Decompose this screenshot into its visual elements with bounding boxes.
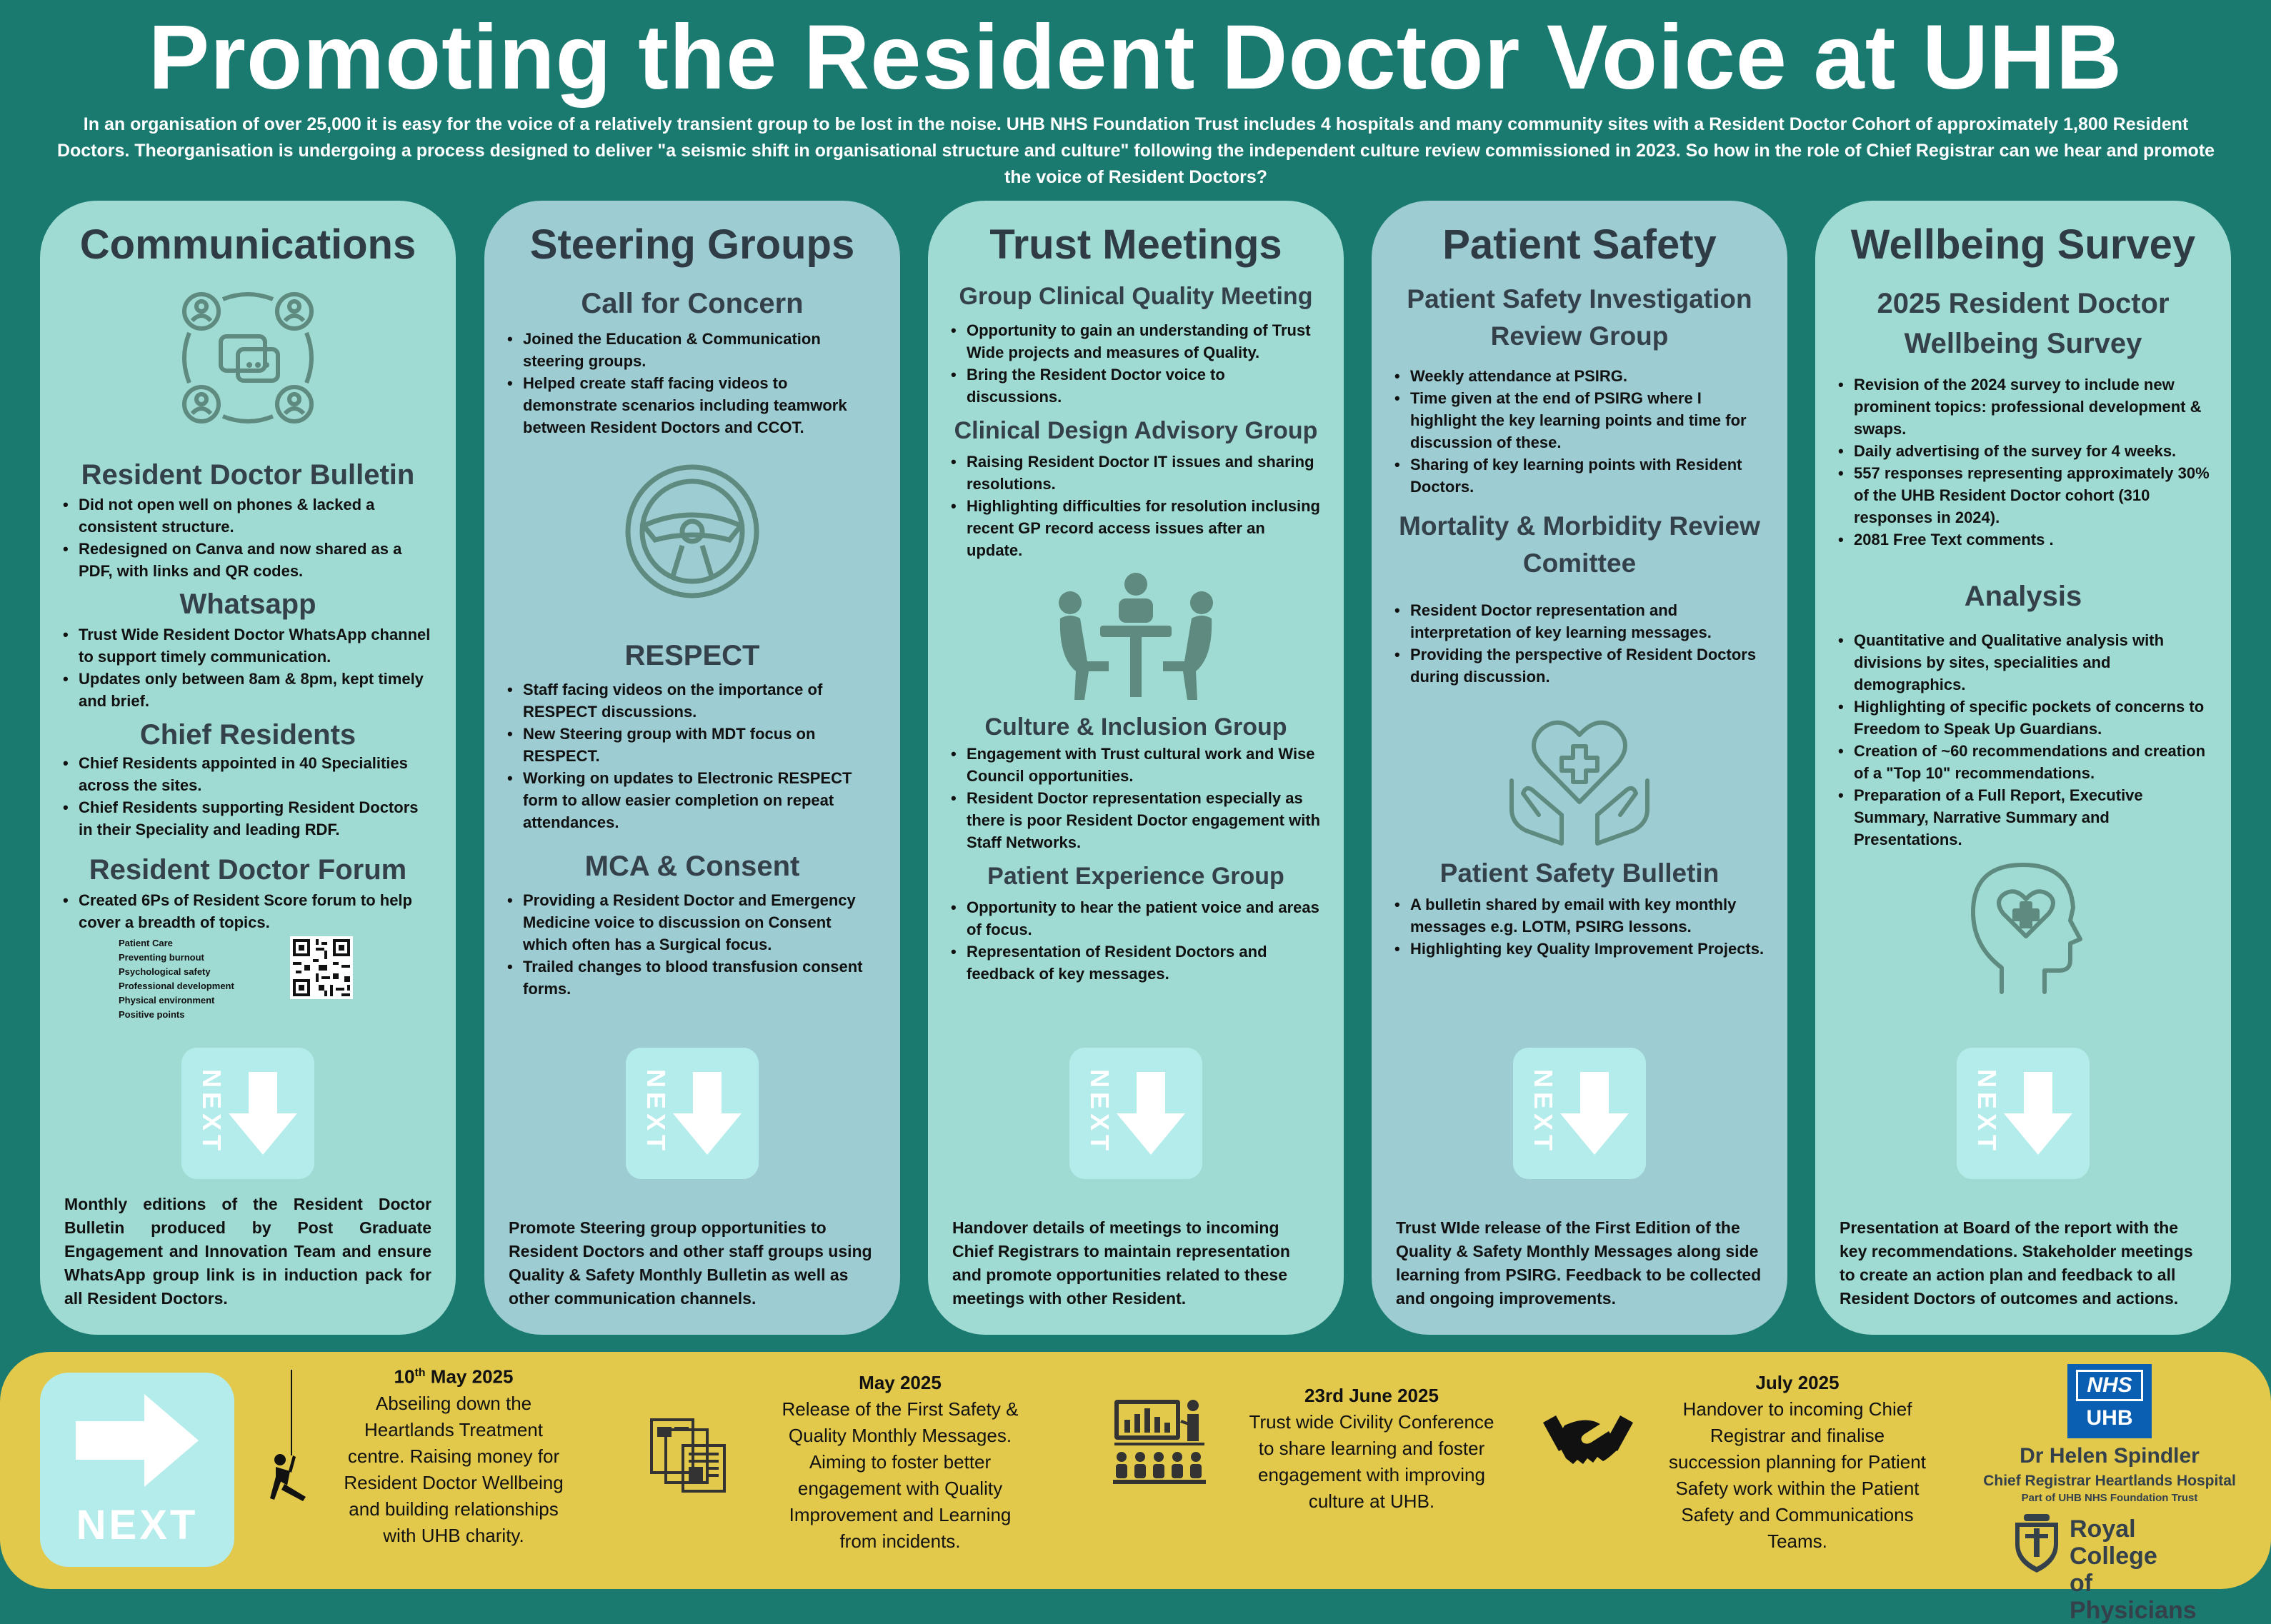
- list-item: • Updates only between 8am & 8pm, kept timely and brief.: [61, 668, 434, 712]
- list-item: • Helped create staff facing videos to demonstrate scenarios including teamwork between Resident Doctors and CCOT.: [506, 372, 879, 438]
- next-label: NEXT: [76, 1502, 199, 1548]
- next-arrow-button[interactable]: [1957, 1048, 2090, 1179]
- poster-title: Promoting the Resident Doctor Voice at UHB: [148, 6, 2123, 109]
- list-item: • Chief Residents supporting Resident Doctors in their Speciality and leading RDF.: [61, 796, 434, 841]
- arrow-down-icon: [229, 1072, 297, 1155]
- rcp-logo: [2010, 1513, 2224, 1624]
- list-item: • 2081 Free Text comments .: [1837, 528, 2210, 551]
- cdag-title: Clinical Design Advisory Group: [954, 417, 1318, 444]
- list-item: • Resident Doctor representation and interpretation of key learning messages.: [1393, 599, 1766, 643]
- next-arrow-button[interactable]: [626, 1048, 759, 1179]
- timeline-date: 10th May 2025: [394, 1365, 514, 1388]
- list-item: • Created 6Ps of Resident Score forum to help cover a breadth of topics.: [61, 889, 434, 933]
- timeline-text: Abseiling down the Heartlands Treatment centre. Raising money for Resident Doctor Wellbeing and building relationships with UHB charity.: [344, 1392, 564, 1546]
- list-item: • Daily advertising of the survey for 4 weeks.: [1837, 440, 2210, 462]
- timeline-date: May 2025: [859, 1372, 942, 1393]
- mca-consent-title: MCA & Consent: [584, 851, 800, 882]
- next-arrow-button[interactable]: [40, 1373, 234, 1567]
- list-item: • Redesigned on Canva and now shared as a PDF, with links and QR codes.: [61, 538, 434, 582]
- list-item: • Preparation of a Full Report, Executive Summary, Narrative Summary and Presentations.: [1837, 784, 2210, 851]
- steering-wheel-icon: [622, 461, 762, 601]
- column-wellbeing-survey: [1815, 201, 2231, 1335]
- list-item: • Creation of ~60 recommendations and creation of a "Top 10" recommendations.: [1837, 740, 2210, 784]
- list-item: • Chief Residents appointed in 40 Specialities across the sites.: [61, 752, 434, 796]
- forum-p-item: Positive points: [119, 1009, 185, 1020]
- timeline-text: Trust wide Civility Conference to share learning and foster engagement with improving culture at UHB.: [1249, 1411, 1494, 1512]
- list-item: • New Steering group with MDT focus on RESPECT.: [506, 723, 879, 767]
- forum-p-item: Professional development: [119, 981, 234, 991]
- column-communications: [40, 201, 456, 1335]
- list-item: • Working on updates to Electronic RESPECT form to allow easier completion on repeat attendances.: [506, 767, 879, 833]
- list-item: • Staff facing videos on the importance of RESPECT discussions.: [506, 678, 879, 723]
- timeline-date: 23rd June 2025: [1304, 1385, 1439, 1406]
- handshake-icon: [1543, 1413, 1633, 1470]
- documents-icon: [649, 1417, 727, 1494]
- list-item: • Resident Doctor representation especially as there is poor Resident Doctor engagement with Staff Networks.: [949, 787, 1322, 853]
- forum-title: Resident Doctor Forum: [89, 854, 407, 886]
- mmr-title: Mortality & Morbidity Review Comittee: [1399, 511, 1760, 578]
- column-heading: Patient Safety: [1442, 221, 1717, 268]
- column-footer: Monthly editions of the Resident Doctor Bulletin produced by Post Graduate Engagement and Innovation Team and ensure WhatsApp group link is in induction pack for all Resident Doctors.: [64, 1195, 431, 1308]
- list-item: • Highlighting difficulties for resolution inclusing recent GP record access issues after an update.: [949, 495, 1322, 561]
- arrow-down-icon: [1117, 1072, 1185, 1155]
- column-steering-groups: [484, 201, 900, 1335]
- timeline-date: July 2025: [1755, 1372, 1840, 1393]
- nhs-logo-text: NHS: [2076, 1370, 2143, 1401]
- rcp-line1: Royal College: [2070, 1515, 2157, 1570]
- forum-p-item: Patient Care: [119, 938, 173, 948]
- patient-experience-title: Patient Experience Group: [987, 863, 1284, 890]
- analysis-title: Analysis: [1964, 581, 2082, 612]
- author-name: Dr Helen Spindler: [2020, 1444, 2200, 1468]
- nhs-uhb-logo: [2067, 1364, 2152, 1438]
- arrow-down-icon: [1560, 1072, 1629, 1155]
- rcp-line2: of Physicians: [2070, 1570, 2197, 1624]
- forum-p-item: Preventing burnout: [119, 952, 204, 963]
- list-item: • Revision of the 2024 survey to include new prominent topics: professional development & swaps.: [1837, 374, 2210, 440]
- column-heading: Wellbeing Survey: [1850, 221, 2196, 268]
- column-heading: Steering Groups: [529, 221, 855, 268]
- next-arrow-button[interactable]: [1069, 1048, 1202, 1179]
- list-item: • Trailed changes to blood transfusion consent forms.: [506, 956, 879, 1000]
- next-label: NEXT: [642, 1069, 671, 1156]
- list-item: • Quantitative and Qualitative analysis with divisions by sites, specialities and demographics.: [1837, 629, 2210, 696]
- column-footer: Trust WIde release of the First Edition of the Quality & Safety Monthly Messages along side learning from PSIRG. Feedback to be collected and ongoing improvements.: [1396, 1218, 1762, 1308]
- timeline-text: Release of the First Safety & Quality Monthly Messages. Aiming to foster better engagement with Quality Improvement and Learning from incidents.: [782, 1398, 1019, 1552]
- column-footer: Promote Steering group opportunities to Resident Doctors and other staff groups using Quality & Safety Monthly Bulletin as well as other communication channels.: [509, 1218, 872, 1308]
- list-item: • Representation of Resident Doctors and feedback of key messages.: [949, 941, 1322, 985]
- list-item: • Sharing of key learning points with Resident Doctors.: [1393, 453, 1766, 498]
- culture-inclusion-title: Culture & Inclusion Group: [984, 713, 1287, 741]
- forum-p-item: Physical environment: [119, 995, 215, 1006]
- author-affiliation: Part of UHB NHS Foundation Trust: [2021, 1492, 2198, 1504]
- timeline-item: [1669, 1370, 1926, 1555]
- conference-presentation-icon: [1113, 1398, 1206, 1485]
- uhb-logo-text: UHB: [2086, 1406, 2133, 1430]
- people-chat-cycle-icon: [176, 286, 319, 429]
- patient-safety-bulletin-title: Patient Safety Bulletin: [1439, 858, 1720, 888]
- list-item: • Providing the perspective of Resident Doctors during discussion.: [1393, 643, 1766, 688]
- list-item: • 557 responses representing approximately 30% of the UHB Resident Doctor cohort (310 responses in 2024).: [1837, 462, 2210, 528]
- arrow-right-icon: [76, 1394, 199, 1487]
- psirg-title: Patient Safety Investigation Review Group: [1407, 284, 1752, 351]
- bulletin-title: Resident Doctor Bulletin: [81, 459, 415, 491]
- call-for-concern-title: Call for Concern: [581, 288, 804, 319]
- arrow-down-icon: [673, 1072, 742, 1155]
- list-item: • Highlighting key Quality Improvement Projects.: [1393, 938, 1766, 960]
- timeline-item: [1243, 1383, 1500, 1515]
- survey-title: 2025 Resident Doctor Wellbeing Survey: [1877, 288, 2170, 359]
- list-item: • Opportunity to gain an understanding of Trust Wide projects and measures of Quality.: [949, 319, 1322, 364]
- list-item: • Engagement with Trust cultural work and Wise Council opportunities.: [949, 743, 1322, 787]
- author-role: Chief Registrar Heartlands Hospital: [1983, 1473, 2236, 1489]
- timeline-text: Handover to incoming Chief Registrar and finalise succession planning for Patient Safety work within the Patient Safety and Communications Teams.: [1669, 1398, 1926, 1552]
- forum-p-item: Psychological safety: [119, 966, 211, 977]
- column-patient-safety: [1372, 201, 1787, 1335]
- next-label: NEXT: [197, 1069, 226, 1156]
- list-item: • Raising Resident Doctor IT issues and sharing resolutions.: [949, 451, 1322, 495]
- column-heading: Trust Meetings: [989, 221, 1282, 268]
- next-arrow-button[interactable]: [181, 1048, 314, 1179]
- column-heading: Communications: [79, 221, 416, 268]
- column-footer: Handover details of meetings to incoming Chief Registrars to maintain representation and promote opportunities related to these meetings with other Resident.: [952, 1218, 1290, 1308]
- list-item: • Joined the Education & Communication steering groups.: [506, 328, 879, 372]
- list-item: • Opportunity to hear the patient voice and areas of focus.: [949, 896, 1322, 941]
- arrow-down-icon: [2004, 1072, 2072, 1155]
- head-heart-icon: [1959, 862, 2087, 995]
- next-label: NEXT: [1085, 1069, 1114, 1156]
- list-item: • Time given at the end of PSIRG where I highlight the key learning points and time for discussion of these.: [1393, 387, 1766, 453]
- list-item: • Did not open well on phones & lacked a consistent structure.: [61, 493, 434, 538]
- list-item: • Providing a Resident Doctor and Emergency Medicine voice to discussion on Consent which often has a Surgical focus.: [506, 889, 879, 956]
- list-item: • Trust Wide Resident Doctor WhatsApp channel to support timely communication.: [61, 623, 434, 668]
- list-item: • Weekly attendance at PSIRG.: [1393, 365, 1766, 387]
- list-item: • A bulletin shared by email with key monthly messages e.g. LOTM, PSIRG lessons.: [1393, 893, 1766, 938]
- column-trust-meetings: [928, 201, 1344, 1335]
- gcqm-title: Group Clinical Quality Meeting: [959, 283, 1313, 310]
- respect-title: RESPECT: [624, 640, 760, 671]
- list-item: • Highlighting of specific pockets of concerns to Freedom to Speak Up Guardians.: [1837, 696, 2210, 740]
- list-item: • Bring the Resident Doctor voice to discussions.: [949, 364, 1322, 408]
- crest-icon: [2010, 1513, 2064, 1574]
- next-label: NEXT: [1972, 1069, 2002, 1156]
- whatsapp-title: Whatsapp: [179, 588, 316, 620]
- column-footer: Presentation at Board of the report with the key recommendations. Stakeholder meetings to create an action plan and feedback to all Resident Doctors of outcomes and actions.: [1840, 1218, 2193, 1308]
- meeting-table-icon: [1050, 568, 1222, 704]
- abseil-climber-icon: [263, 1370, 320, 1513]
- timeline-item: [772, 1370, 1029, 1555]
- next-arrow-button[interactable]: [1513, 1048, 1646, 1179]
- next-label: NEXT: [1529, 1069, 1558, 1156]
- intro-text: In an organisation of over 25,000 it is easy for the voice of a relatively transient group to be lost in the noise. UHB NHS Foundation Trust includes 4 hospitals and many community sites with a Resident Doctor Cohort of approximately 1,800 Resident Doctors. Theorganisation is undergoing a process designed to deliver "a seismic shift in organisational structure and culture" following the independent culture review commissioned in 2023. So how in the role of Chief Registrar can we hear and promote the voice of Resident Doctors?: [56, 114, 2215, 187]
- timeline-item: [336, 1360, 572, 1549]
- hands-heart-icon: [1504, 702, 1654, 845]
- qr-code-icon[interactable]: [290, 936, 353, 999]
- chief-residents-title: Chief Residents: [139, 719, 356, 751]
